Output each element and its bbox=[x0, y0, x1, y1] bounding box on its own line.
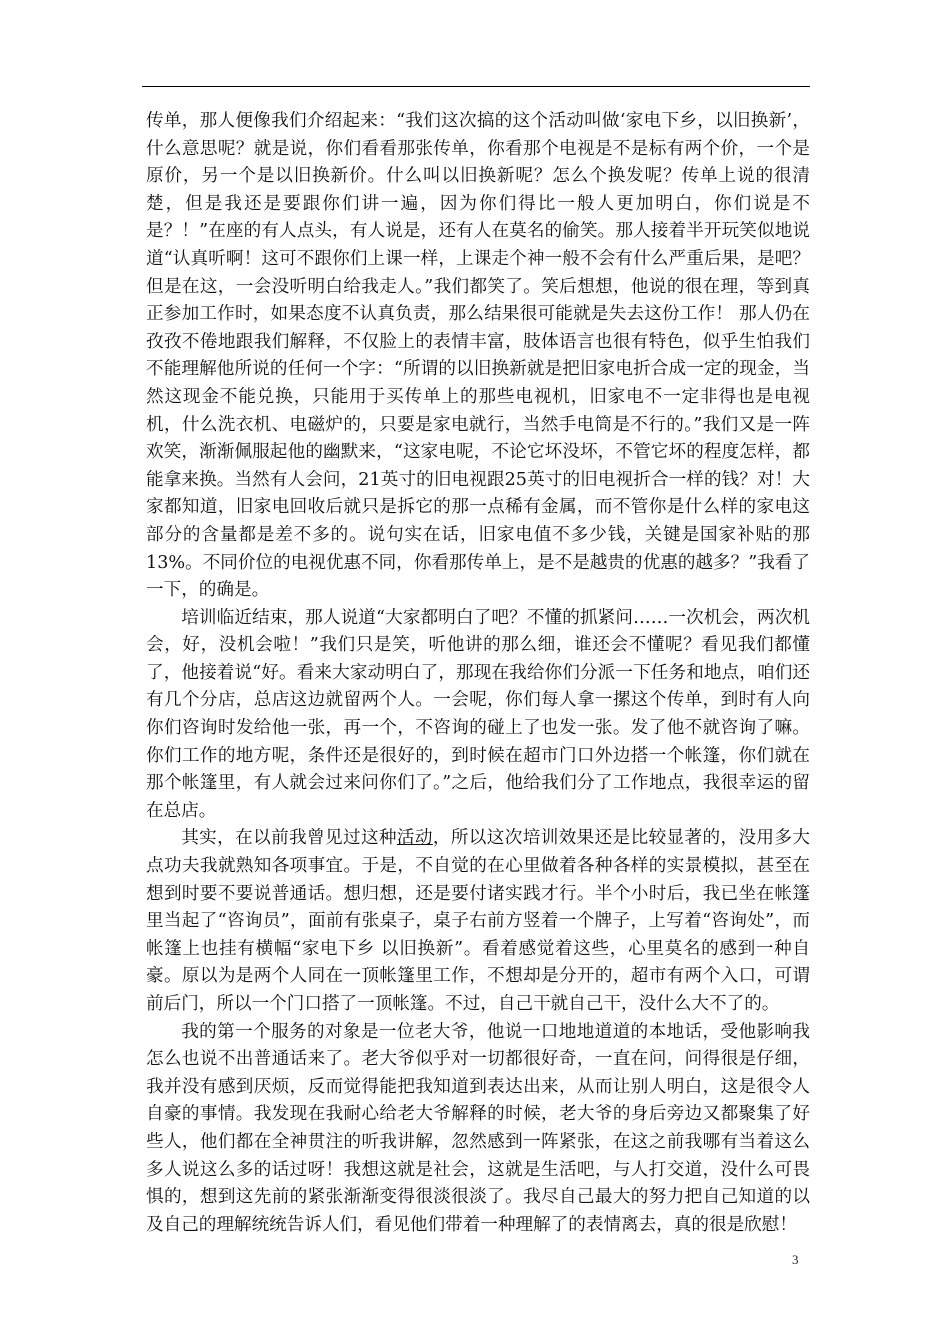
paragraph-1: 传单，那人便像我们介绍起来：“我们这次搞的这个活动叫做‘家电下乡，以旧换新’，什么意思呢？就是说，你们看看那张传单，你看那个电视是不是标有两个价，一个是原价，另一个是以旧换新价。什么叫以旧换新呢？怎么个换发呢？传单上说的很清楚，但是我还是要跟你们讲一遍，因为你们得比一般人更加明白，你们说是不是？！”在座的有人点头，有人说是，还有人在莫名的偷笑。那人接着半开玩笑似地说道“认真听啊！这可不跟你们上课一样，上课走个神一般不会有什么严重后果，是吧？但是在这，一会没听明白给我走人。”我们都笑了。笑后想想，他说的很在理，等到真正参加工作时，如果态度不认真负责，那么结果很可能就是失去这份工作！ 那人仍在孜孜不倦地跟我们解释，不仅脸上的表情丰富，肢体语言也很有特色，似乎生怕我们不能理解他所说的任何一个字：“所谓的以旧换新就是把旧家电折合成一定的现金，当然这现金不能兑换，只能用于买传单上的那些电视机，旧家电不一定非得也是电视机，什么洗衣机、电磁炉的，只要是家电就行，当然手电筒是不行的。”我们又是一阵欢笑，渐渐佩服起他的幽默来，“这家电呢，不论它坏没坏，不管它坏的程度怎样，都能拿来换。当然有人会问，21英寸的旧电视跟25英寸的旧电视折合一样的钱？对！大家都知道，旧家电回收后就只是拆它的那一点稀有金属，而不管你是什么样的家电这部分的含量都是差不多的。说句实在话，旧家电值不多少钱，关键是国家补贴的那13%。不同价位的电视优惠不同，你看那传单上，是不是越贵的优惠的越多？”我看了一下，的确是。 bbox=[146, 111, 810, 601]
paragraph-2: 培训临近结束，那人说道“大家都明白了吧？不懂的抓紧问……一次机会，两次机会，好，没机会啦！”我们只是笑，听他讲的那么细，谁还会不懂呢？看见我们都懂了，他接着说“好。看来大家动明白了，那现在我给你们分派一下任务和地点，咱们还有几个分店，总店这边就留两个人。一会呢，你们每人拿一摞这个传单，到时有人向你们咨询时发给他一张，再一个，不咨询的碰上了也发一张。发了他不就咨询了嘛。你们工作的地方呢，条件还是很好的，到时候在超市门口外边搭一个帐篷，你们就在那个帐篷里，有人就会过来问你们了。”之后，他给我们分了工作地点，我很幸运的留在总店。 bbox=[146, 607, 810, 821]
underlined-word: 活动 bbox=[396, 828, 433, 849]
paragraph-3-text-b: ，所以这次培训效果还是比较显著的，没用多大点功夫我就熟知各项事宜。于是，不自觉的在心里做着各种各样的实景模拟，甚至在想到时要不要说普通话。想归想，还是要付诸实践才行。半个小时后，我已坐在帐篷里当起了“咨询员”，面前有张桌子，桌子右前方竖着一个牌子，上写着“咨询处”，而帐篷上也挂有横幅“家电下乡 以旧换新”。看着感觉着这些，心里莫名的感到一种自豪。原以为是两个人同在一顶帐篷里工作，不想却是分开的，超市有两个入口，可谓前后门，所以一个门口搭了一顶帐篷。不过，自己干就自己干，没什么大不了的。 bbox=[146, 828, 810, 1014]
body-text bbox=[146, 108, 810, 1239]
page-number: 3 bbox=[792, 1252, 799, 1267]
header-rule bbox=[142, 86, 810, 87]
paragraph-3 bbox=[146, 825, 810, 1018]
paragraph-4: 我的第一个服务的对象是一位老大爷，他说一口地地道道的本地话，受他影响我怎么也说不出普通话来了。老大爷似乎对一切都很好奇，一直在问，问得很是仔细，我并没有感到厌烦，反而觉得能把我知道到表达出来，从而让别人明白，这是很令人自豪的事情。我发现在我耐心给老大爷解释的时候，老大爷的身后旁边又都聚集了好些人，他们都在全神贯注的听我讲解，忽然感到一阵紧张，在这之前我哪有当着这么多人说这么多的话过呀！我想这就是社会，这就是生活吧，与人打交道，没什么可畏惧的，想到这先前的紧张渐渐变得很淡很淡了。我尽自己最大的努力把自己知道的以及自己的理解统统告诉人们，看见他们带着一种理解了的表情离去，真的很是欣慰！ bbox=[146, 1021, 810, 1235]
paragraph-3-text-a: 其实，在以前我曾见过这种 bbox=[181, 828, 397, 849]
